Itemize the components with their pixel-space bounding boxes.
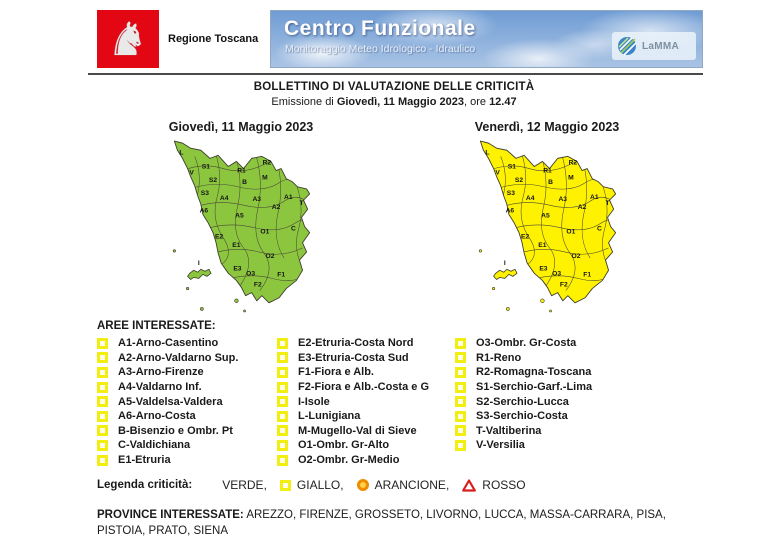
svg-text:O2: O2 bbox=[571, 253, 581, 261]
yellow-square-icon bbox=[277, 396, 288, 407]
area-item bbox=[277, 409, 455, 424]
area-item-label: T-Valtiberina bbox=[476, 424, 542, 437]
area-item-label: E1-Etruria bbox=[118, 454, 171, 467]
legend-item-giallo bbox=[280, 478, 344, 492]
svg-text:A4: A4 bbox=[219, 195, 229, 203]
legend-item-label: GIALLO, bbox=[296, 478, 344, 492]
criticality-legend bbox=[97, 478, 697, 492]
lamma-globe-icon bbox=[616, 35, 638, 57]
svg-text:S2: S2 bbox=[208, 176, 218, 184]
area-item bbox=[277, 336, 455, 351]
svg-text:A3: A3 bbox=[252, 196, 262, 204]
areas-column-1 bbox=[97, 336, 277, 467]
area-item-label: S2-Serchio-Lucca bbox=[476, 395, 569, 408]
svg-text:A6: A6 bbox=[199, 207, 209, 215]
svg-text:F1: F1 bbox=[583, 271, 592, 279]
area-item bbox=[97, 453, 277, 468]
emission-mid: , ore bbox=[463, 96, 490, 108]
areas-column-2 bbox=[277, 336, 455, 467]
map-title-today: Giovedì, 11 Maggio 2023 bbox=[168, 120, 314, 134]
area-item-label: E3-Etruria-Costa Sud bbox=[298, 351, 409, 364]
bulletin-title: BOLLETTINO DI VALUTAZIONE DELLE CRITICITÀ bbox=[253, 81, 535, 93]
svg-text:C: C bbox=[290, 225, 296, 233]
area-item-label: B-Bisenzio e Ombr. Pt bbox=[118, 424, 233, 437]
svg-text:A5: A5 bbox=[235, 212, 244, 220]
svg-text:C: C bbox=[596, 225, 602, 233]
yellow-square-icon bbox=[277, 352, 288, 363]
area-item-label: R1-Reno bbox=[476, 351, 522, 364]
svg-text:F1: F1 bbox=[277, 271, 286, 279]
yellow-square-icon bbox=[97, 338, 108, 349]
yellow-square-icon bbox=[97, 455, 108, 466]
svg-text:B: B bbox=[242, 178, 247, 186]
svg-text:I: I bbox=[503, 260, 506, 268]
area-item-label: R2-Romagna-Toscana bbox=[476, 366, 592, 379]
pegasus-icon: ♞ bbox=[107, 13, 149, 65]
area-item bbox=[97, 351, 277, 366]
lamma-label: LaMMA bbox=[642, 40, 680, 52]
area-item-label: V-Versilia bbox=[476, 439, 525, 452]
area-item-label: C-Valdichiana bbox=[118, 439, 191, 452]
yellow-square-icon bbox=[97, 352, 108, 363]
area-item bbox=[97, 424, 277, 439]
svg-text:R2: R2 bbox=[568, 159, 578, 167]
area-item bbox=[97, 365, 277, 380]
svg-text:A2: A2 bbox=[577, 204, 587, 212]
svg-text:S3: S3 bbox=[506, 189, 515, 197]
banner-title: Centro Funzionale bbox=[284, 17, 476, 40]
provinces-list: AREZZO, FIRENZE, GROSSETO, LIVORNO, LUCCA, MASSA-CARRARA, PISA, PISTOIA, PRATO, SIENA bbox=[97, 509, 666, 537]
emission-date: Giovedì, 11 Maggio 2023 bbox=[336, 96, 464, 108]
maps-row bbox=[88, 120, 700, 314]
area-item-label: S3-Serchio-Costa bbox=[476, 410, 568, 423]
legend-item-rosso bbox=[462, 478, 525, 492]
yellow-square-icon bbox=[277, 425, 288, 436]
area-item-label: L-Lunigiana bbox=[298, 410, 361, 423]
svg-text:A1: A1 bbox=[590, 194, 599, 202]
area-item bbox=[97, 336, 277, 351]
legend-heading: Legenda criticità: bbox=[97, 479, 193, 491]
svg-text:F2: F2 bbox=[559, 281, 568, 289]
svg-text:S1: S1 bbox=[201, 163, 211, 171]
svg-text:S2: S2 bbox=[514, 176, 524, 184]
svg-text:E2: E2 bbox=[521, 233, 530, 241]
svg-text:L: L bbox=[179, 149, 184, 157]
area-item bbox=[97, 394, 277, 409]
svg-text:O3: O3 bbox=[246, 270, 256, 278]
yellow-square-icon bbox=[97, 440, 108, 451]
svg-text:L: L bbox=[485, 149, 490, 157]
svg-text:O1: O1 bbox=[566, 228, 576, 236]
bulletin-emission-line bbox=[88, 96, 700, 108]
svg-text:R2: R2 bbox=[262, 159, 272, 167]
area-item bbox=[455, 424, 633, 439]
areas-section bbox=[97, 320, 697, 467]
area-item bbox=[97, 409, 277, 424]
area-item bbox=[277, 453, 455, 468]
legend-item-label: ARANCIONE, bbox=[374, 478, 450, 492]
svg-text:O2: O2 bbox=[265, 253, 275, 261]
svg-text:S3: S3 bbox=[200, 189, 209, 197]
svg-text:M: M bbox=[262, 174, 268, 182]
yellow-square-icon bbox=[277, 440, 288, 451]
legend-item-verde bbox=[222, 478, 267, 492]
area-item-label: O1-Ombr. Gr-Alto bbox=[298, 439, 390, 452]
legend-item-arancione bbox=[357, 478, 450, 492]
svg-text:E1: E1 bbox=[538, 241, 547, 249]
svg-text:A1: A1 bbox=[284, 194, 293, 202]
area-item-label: A6-Arno-Costa bbox=[118, 410, 196, 423]
orange-circle-icon bbox=[357, 479, 369, 491]
svg-text:E3: E3 bbox=[233, 265, 242, 273]
emission-time: 12.47 bbox=[489, 96, 517, 108]
svg-text:S1: S1 bbox=[507, 163, 517, 171]
area-item bbox=[455, 365, 633, 380]
yellow-square-icon bbox=[455, 367, 466, 378]
svg-text:M: M bbox=[568, 174, 574, 182]
yellow-square-icon bbox=[97, 425, 108, 436]
yellow-square-icon bbox=[277, 367, 288, 378]
area-item-label: A5-Valdelsa-Valdera bbox=[118, 395, 223, 408]
yellow-square-icon bbox=[455, 440, 466, 451]
area-item bbox=[97, 380, 277, 395]
area-item-label: A3-Arno-Firenze bbox=[118, 366, 204, 379]
yellow-square-icon bbox=[455, 411, 466, 422]
svg-text:V: V bbox=[495, 169, 500, 177]
area-item-label: M-Mugello-Val di Sieve bbox=[298, 424, 417, 437]
areas-heading: AREE INTERESSATE: bbox=[97, 320, 216, 332]
yellow-square-icon bbox=[455, 352, 466, 363]
svg-text:I: I bbox=[197, 260, 200, 268]
area-item-label: S1-Serchio-Garf.-Lima bbox=[476, 381, 593, 394]
yellow-square-icon bbox=[277, 411, 288, 422]
header-divider bbox=[88, 73, 703, 75]
svg-text:B: B bbox=[548, 178, 553, 186]
map-title-tomorrow: Venerdì, 12 Maggio 2023 bbox=[474, 120, 620, 134]
area-item-label: A4-Valdarno Inf. bbox=[118, 381, 202, 394]
area-item-label: O2-Ombr. Gr-Medio bbox=[298, 454, 400, 467]
area-item-label: O3-Ombr. Gr-Costa bbox=[476, 337, 577, 350]
tuscany-map-tomorrow bbox=[468, 136, 626, 314]
legend-item-label: VERDE, bbox=[222, 478, 267, 492]
svg-text:O1: O1 bbox=[260, 228, 270, 236]
svg-text:R1: R1 bbox=[237, 167, 246, 175]
area-item bbox=[97, 438, 277, 453]
legend-items bbox=[222, 478, 538, 492]
svg-text:F2: F2 bbox=[253, 281, 262, 289]
emission-prefix: Emissione di bbox=[271, 96, 337, 108]
area-item bbox=[277, 424, 455, 439]
yellow-square-icon bbox=[277, 455, 288, 466]
yellow-square-icon bbox=[280, 480, 291, 491]
svg-text:V: V bbox=[189, 169, 194, 177]
area-item bbox=[277, 351, 455, 366]
area-item-label: F1-Fiora e Alb. bbox=[298, 366, 374, 379]
svg-text:E2: E2 bbox=[215, 233, 224, 241]
map-panel-tomorrow bbox=[394, 120, 700, 314]
areas-column-3 bbox=[455, 336, 633, 467]
area-item bbox=[455, 380, 633, 395]
area-item bbox=[277, 394, 455, 409]
map-panel-today bbox=[88, 120, 394, 314]
svg-text:E1: E1 bbox=[232, 241, 241, 249]
area-item-label: A2-Arno-Valdarno Sup. bbox=[118, 351, 239, 364]
svg-text:T: T bbox=[605, 200, 610, 208]
svg-text:A5: A5 bbox=[541, 212, 550, 220]
svg-text:A3: A3 bbox=[558, 196, 568, 204]
svg-text:E3: E3 bbox=[539, 265, 548, 273]
yellow-square-icon bbox=[277, 382, 288, 393]
red-triangle-icon bbox=[462, 479, 476, 492]
area-item bbox=[277, 438, 455, 453]
area-item bbox=[277, 380, 455, 395]
area-item-label: I-Isole bbox=[298, 395, 330, 408]
svg-text:T: T bbox=[299, 200, 304, 208]
svg-text:A4: A4 bbox=[525, 195, 535, 203]
svg-text:O3: O3 bbox=[552, 270, 562, 278]
yellow-square-icon bbox=[97, 411, 108, 422]
area-item bbox=[455, 394, 633, 409]
banner-subtitle: Monitoraggio Meteo Idrologico - Idraulico bbox=[285, 43, 476, 55]
bulletin-title-block bbox=[88, 81, 700, 108]
area-item-label: E2-Etruria-Costa Nord bbox=[298, 337, 414, 350]
yellow-square-icon bbox=[97, 367, 108, 378]
provinces-heading: PROVINCE INTERESSATE: bbox=[97, 509, 244, 521]
yellow-square-icon bbox=[455, 396, 466, 407]
legend-item-label: ROSSO bbox=[482, 478, 526, 492]
tuscany-map-today bbox=[162, 136, 320, 314]
svg-text:A2: A2 bbox=[271, 204, 281, 212]
lamma-logo bbox=[612, 32, 696, 60]
area-item bbox=[277, 365, 455, 380]
area-item bbox=[455, 438, 633, 453]
regione-toscana-logo bbox=[97, 10, 159, 68]
yellow-square-icon bbox=[455, 382, 466, 393]
svg-text:R1: R1 bbox=[543, 167, 552, 175]
svg-text:A6: A6 bbox=[505, 207, 515, 215]
yellow-square-icon bbox=[277, 338, 288, 349]
areas-columns bbox=[97, 336, 697, 467]
yellow-square-icon bbox=[97, 382, 108, 393]
provinces-section bbox=[97, 507, 703, 539]
yellow-square-icon bbox=[455, 425, 466, 436]
banner bbox=[270, 10, 703, 68]
region-label: Regione Toscana bbox=[168, 33, 259, 45]
yellow-square-icon bbox=[97, 396, 108, 407]
area-item-label: A1-Arno-Casentino bbox=[118, 337, 219, 350]
area-item bbox=[455, 336, 633, 351]
header bbox=[97, 10, 703, 68]
area-item bbox=[455, 351, 633, 366]
area-item-label: F2-Fiora e Alb.-Costa e G bbox=[298, 381, 430, 394]
yellow-square-icon bbox=[455, 338, 466, 349]
area-item bbox=[455, 409, 633, 424]
